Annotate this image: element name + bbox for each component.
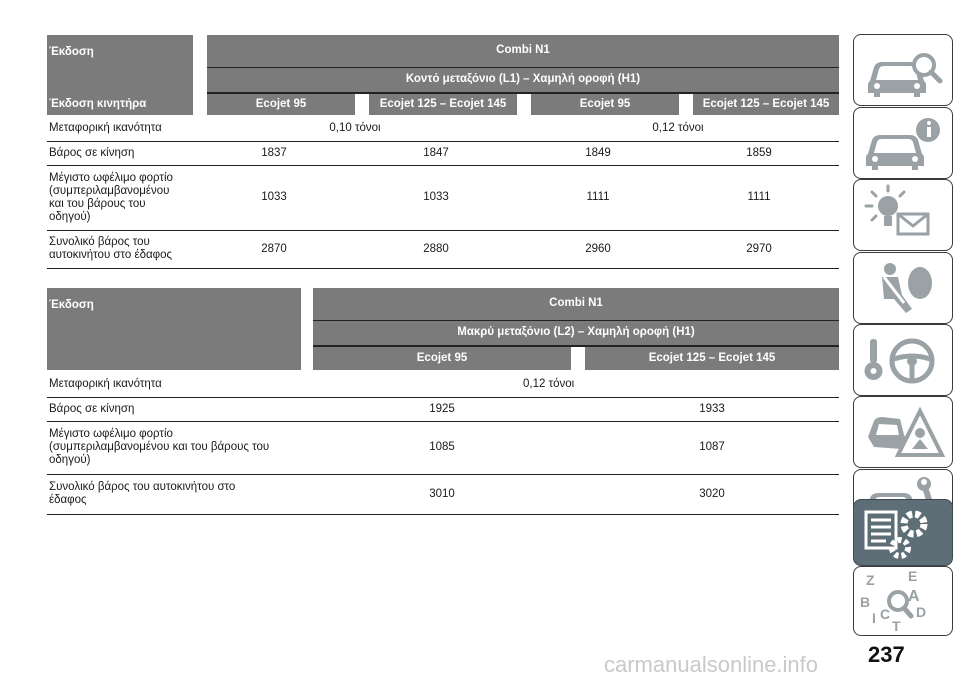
value-cell: 1837 (193, 141, 355, 165)
nav-index[interactable] (853, 566, 953, 636)
steering-wheel-key-icon (854, 325, 954, 397)
value-cell: 1111 (517, 165, 679, 230)
nav-starting-driving[interactable] (853, 324, 953, 396)
specifications-gear-icon (854, 500, 954, 568)
value-cell: 2870 (193, 230, 355, 268)
row-label: Βάρος σε κίνηση (47, 141, 193, 165)
row-label: Μέγιστο ωφέλιμο φορτίο (συμπεριλαμβανομένου και του βάρους του οδηγού) (47, 421, 301, 474)
page-number: 237 (868, 642, 905, 667)
value-cell: 1085 (313, 421, 571, 474)
engine-header: Ecojet 125 – Ecojet 145 (369, 93, 517, 115)
watermark: carmanualsonline.info (604, 652, 819, 677)
index-letter: T (892, 618, 901, 634)
table-row (47, 421, 839, 474)
capacity-value: 0,12 τόνοι (517, 115, 839, 141)
variant-header: Μακρύ μεταξόνιο (L2) – Χαμηλή οροφή (H1) (313, 320, 839, 346)
value-cell: 1087 (585, 421, 839, 474)
table-row (47, 370, 839, 397)
variant-header: Κοντό μεταξόνιο (L1) – Χαμηλή οροφή (H1) (207, 67, 839, 93)
nav-warning-lights[interactable] (853, 179, 953, 251)
value-cell: 1849 (517, 141, 679, 165)
nav-emergency[interactable] (853, 396, 953, 468)
table-row (47, 397, 839, 421)
model-header: Combi N1 (313, 288, 839, 320)
specs-table-l2 (47, 288, 839, 515)
row-label: Μέγιστο ωφέλιμο φορτίο (συμπεριλαμβανομένου και του βάρους του οδηγού) (47, 165, 193, 230)
model-header: Combi N1 (207, 35, 839, 67)
nav-car-search[interactable] (853, 34, 953, 106)
engine-header: Ecojet 95 (207, 93, 355, 115)
value-cell: 1111 (679, 165, 839, 230)
engine-header: Ecojet 95 (531, 93, 679, 115)
version-header: Έκδοση (47, 288, 301, 370)
table-row (47, 230, 839, 268)
index-letter: C (880, 606, 891, 622)
row-label: Βάρος σε κίνηση (47, 397, 301, 421)
row-label: Συνολικό βάρος του αυτοκινήτου στο έδαφος (47, 474, 301, 514)
capacity-value: 0,12 τόνοι (523, 377, 575, 390)
table-row (47, 165, 839, 230)
value-cell: 3010 (313, 474, 571, 514)
warning-light-envelope-icon (854, 180, 954, 252)
value-cell: 1033 (193, 165, 355, 230)
table-row (47, 474, 839, 514)
value-cell: 1847 (355, 141, 517, 165)
version-header: Έκδοση (47, 35, 193, 93)
index-letter: B (860, 594, 871, 610)
value-cell: 1859 (679, 141, 839, 165)
value-cell: 2960 (517, 230, 679, 268)
table-row (47, 141, 839, 165)
engine-version-label: Έκδοση κινητήρα (47, 93, 193, 115)
car-search-icon (854, 35, 954, 107)
index-letter: Z (866, 572, 875, 588)
table-row (47, 115, 839, 141)
specs-table-l1 (47, 35, 839, 269)
airbag-seatbelt-icon (854, 253, 954, 325)
value-cell: 2970 (679, 230, 839, 268)
engine-header: Ecojet 125 – Ecojet 145 (585, 346, 839, 370)
row-label: Συνολικό βάρος του αυτοκινήτου στο έδαφος (47, 230, 193, 268)
value-cell: 1925 (313, 397, 571, 421)
index-letter: I (872, 610, 876, 626)
car-crash-warning-icon (854, 397, 954, 469)
car-info-icon (854, 108, 954, 180)
value-cell: 1033 (355, 165, 517, 230)
index-letter: E (908, 568, 918, 584)
index-letter: A (908, 588, 920, 605)
alphabet-index-icon (854, 567, 954, 637)
capacity-value: 0,10 τόνοι (193, 115, 517, 141)
value-cell: 2880 (355, 230, 517, 268)
row-label: Μεταφορική ικανότητα (47, 370, 301, 397)
nav-specifications[interactable] (853, 499, 953, 566)
engine-header: Ecojet 95 (313, 346, 571, 370)
nav-car-info[interactable] (853, 107, 953, 179)
value-cell: 1933 (585, 397, 839, 421)
nav-safety[interactable] (853, 252, 953, 324)
row-label: Μεταφορική ικανότητα (47, 115, 193, 141)
engine-header: Ecojet 125 – Ecojet 145 (693, 93, 839, 115)
index-letter: D (916, 604, 927, 620)
value-cell: 3020 (585, 474, 839, 514)
